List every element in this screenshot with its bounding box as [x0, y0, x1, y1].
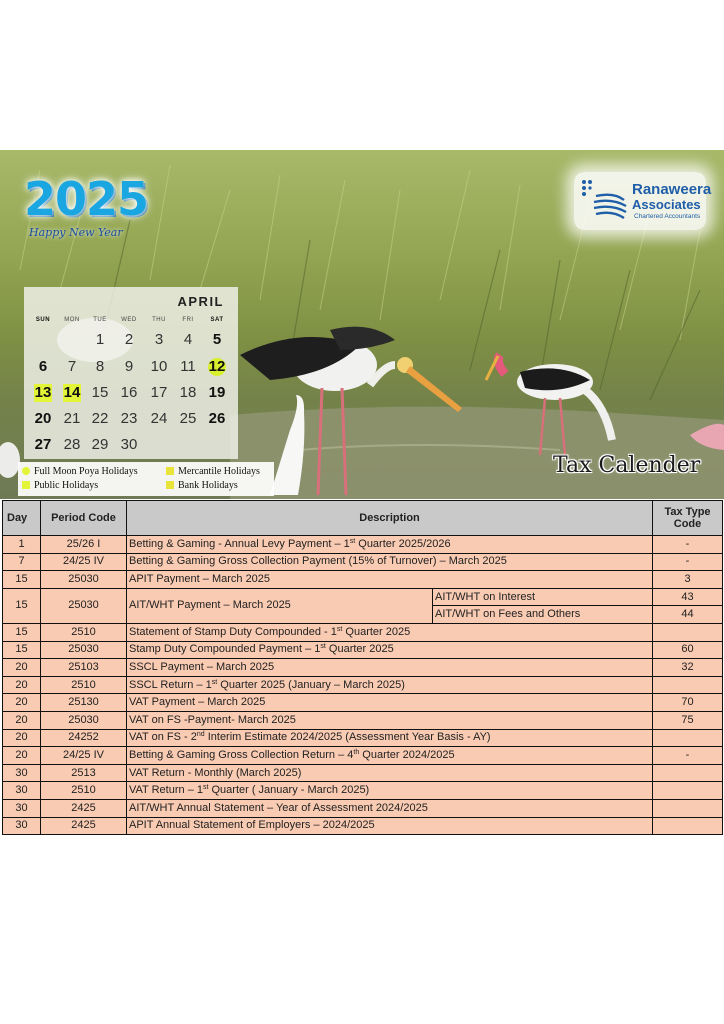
tax-type-code-cell: [653, 782, 723, 800]
legend-bank: [166, 480, 238, 492]
day-cell: 30: [3, 799, 41, 817]
tax-type-code-cell: 32: [653, 659, 723, 677]
tax-type-code-cell: [653, 799, 723, 817]
period-code-cell: 2513: [41, 764, 127, 782]
weekday-label: SUN: [35, 317, 51, 323]
day-cell: 1: [3, 536, 41, 554]
legend-poya-label: Full Moon Poya Holidays: [34, 466, 138, 477]
calendar-day: 30: [120, 436, 138, 453]
description-cell: VAT Return – 1st Quarter ( January - March 2025): [127, 782, 653, 800]
period-code-cell: 2510: [41, 782, 127, 800]
calendar-month: APRIL: [177, 294, 224, 309]
tax-type-code-cell: -: [653, 553, 723, 571]
sub-description-cell: AIT/WHT on Fees and Others: [433, 606, 653, 624]
calendar-day: 9: [124, 358, 134, 375]
weekday-label: MON: [64, 317, 80, 323]
calendar-day: 27: [34, 436, 52, 453]
tax-type-code-cell: [653, 623, 723, 641]
calendar-day: 15: [91, 384, 109, 401]
firm-name-line1: Ranaweera: [632, 181, 712, 198]
period-code-cell: 2425: [41, 799, 127, 817]
day-cell: 20: [3, 729, 41, 747]
period-code-cell: 2510: [41, 623, 127, 641]
table-row: [3, 553, 723, 571]
calendar-day: 19: [208, 384, 226, 401]
col-header-description: Description: [127, 501, 653, 536]
table-row: [3, 729, 723, 747]
period-code-cell: 24252: [41, 729, 127, 747]
day-cell: 15: [3, 623, 41, 641]
table-row: [3, 782, 723, 800]
weekday-label: THU: [152, 317, 166, 323]
tax-type-code-cell: [653, 676, 723, 694]
calendar-day: 13: [28, 382, 58, 404]
day-cell: 20: [3, 676, 41, 694]
day-cell: 15: [3, 571, 41, 589]
description-cell: VAT on FS - 2nd Interim Estimate 2024/2025 (Assessment Year Basis - AY): [127, 729, 653, 747]
description-cell: APIT Annual Statement of Employers – 2024/2025: [127, 817, 653, 835]
period-code-cell: 25030: [41, 571, 127, 589]
period-code-cell: 25030: [41, 641, 127, 659]
weekday-label: WED: [121, 317, 137, 323]
calendar-day: 28: [63, 436, 81, 453]
calendar-day: 6: [38, 358, 48, 375]
tax-type-code-cell: 44: [653, 606, 723, 624]
period-code-cell: 2425: [41, 817, 127, 835]
description-cell: VAT Payment – March 2025: [127, 694, 653, 712]
period-code-cell: 25030: [41, 588, 127, 623]
year-text: 2025: [24, 172, 149, 226]
calendar-day: 26: [208, 410, 226, 427]
day-cell: 15: [3, 641, 41, 659]
description-cell: SSCL Payment – March 2025: [127, 659, 653, 677]
calendar-day: 2: [124, 331, 134, 348]
calendar-weekdays: [24, 317, 238, 327]
table-row: [3, 623, 723, 641]
calendar-day: 7: [67, 358, 77, 375]
table-header-row: [3, 501, 723, 536]
year-logo: [14, 172, 149, 252]
period-code-cell: 24/25 IV: [41, 747, 127, 765]
calendar-day: 23: [120, 410, 138, 427]
poya-marker-icon: [22, 467, 30, 475]
public-marker-icon: [22, 481, 30, 489]
description-cell: VAT Return - Monthly (March 2025): [127, 764, 653, 782]
description-cell: SSCL Return – 1st Quarter 2025 (January – March 2025): [127, 676, 653, 694]
table-row: [3, 694, 723, 712]
period-code-cell: 25/26 I: [41, 536, 127, 554]
calendar-day: 5: [212, 331, 222, 348]
tax-type-code-cell: 3: [653, 571, 723, 589]
description-cell: VAT on FS -Payment- March 2025: [127, 711, 653, 729]
legend-public-label: Public Holidays: [34, 480, 99, 491]
calendar-day: 16: [120, 384, 138, 401]
table-row: [3, 747, 723, 765]
description-cell: Betting & Gaming - Annual Levy Payment – 1st Quarter 2025/2026: [127, 536, 653, 554]
day-cell: 15: [3, 588, 41, 623]
firm-name-line2: Associates: [632, 197, 701, 212]
table-row: [3, 711, 723, 729]
calendar-day: 25: [179, 410, 197, 427]
calendar-day: 1: [95, 331, 105, 348]
table-row: [3, 571, 723, 589]
table-row: [3, 817, 723, 835]
tax-type-code-cell: [653, 764, 723, 782]
day-cell: 30: [3, 817, 41, 835]
col-header-day: Day: [3, 501, 41, 536]
description-cell: Statement of Stamp Duty Compounded - 1st Quarter 2025: [127, 623, 653, 641]
tax-type-code-cell: 60: [653, 641, 723, 659]
bank-marker-icon: [166, 481, 174, 489]
day-cell: 30: [3, 764, 41, 782]
tax-type-code-cell: 70: [653, 694, 723, 712]
calendar-day: 21: [63, 410, 81, 427]
table-row: [3, 676, 723, 694]
table-row: [3, 588, 723, 606]
day-cell: 20: [3, 711, 41, 729]
period-code-cell: 25103: [41, 659, 127, 677]
day-cell: 20: [3, 747, 41, 765]
calendar-day: 17: [150, 384, 168, 401]
firm-logo-icon: [580, 178, 630, 224]
calendar-day: 8: [95, 358, 105, 375]
table-row: [3, 659, 723, 677]
tax-type-code-cell: [653, 817, 723, 835]
calendar-day: 10: [150, 358, 168, 375]
tax-type-code-cell: [653, 729, 723, 747]
weekday-label: FRI: [182, 317, 194, 323]
description-cell: Betting & Gaming Gross Collection Payment (15% of Turnover) – March 2025: [127, 553, 653, 571]
calendar-day: 20: [34, 410, 52, 427]
col-header-taxtype: Tax Type Code: [653, 501, 723, 536]
page-title: Tax Calender: [553, 453, 701, 478]
period-code-cell: 25130: [41, 694, 127, 712]
calendar-day: 24: [150, 410, 168, 427]
mercantile-marker-icon: [166, 467, 174, 475]
calendar-grid: [24, 329, 238, 455]
table-row: [3, 764, 723, 782]
legend-mercantile-label: Mercantile Holidays: [178, 466, 260, 477]
tax-type-code-cell: 75: [653, 711, 723, 729]
day-cell: 20: [3, 694, 41, 712]
table-row: [3, 536, 723, 554]
tax-calendar-table: [2, 500, 723, 835]
legend-public: [22, 480, 98, 492]
tax-type-code-cell: 43: [653, 588, 723, 606]
tax-type-code-cell: -: [653, 747, 723, 765]
period-code-cell: 2510: [41, 676, 127, 694]
day-cell: 30: [3, 782, 41, 800]
header-banner: [0, 150, 724, 499]
description-cell: APIT Payment – March 2025: [127, 571, 653, 589]
calendar-day: 18: [179, 384, 197, 401]
weekday-label: TUE: [93, 317, 107, 323]
sub-description-cell: AIT/WHT on Interest: [433, 588, 653, 606]
legend-poya: [22, 466, 138, 478]
description-cell: AIT/WHT Payment – March 2025: [127, 588, 433, 623]
table-row: [3, 641, 723, 659]
calendar-day: 11: [180, 358, 196, 375]
table-row: [3, 799, 723, 817]
description-cell: AIT/WHT Annual Statement – Year of Assessment 2024/2025: [127, 799, 653, 817]
tax-type-code-cell: -: [653, 536, 723, 554]
calendar-day: 22: [91, 410, 109, 427]
greeting-text: Happy New Year: [29, 226, 123, 239]
calendar-day: 29: [91, 436, 109, 453]
holiday-legend: [18, 462, 274, 496]
firm-logo: [574, 172, 712, 230]
legend-bank-label: Bank Holidays: [178, 480, 238, 491]
day-cell: 7: [3, 553, 41, 571]
period-code-cell: 25030: [41, 711, 127, 729]
april-calendar: [24, 287, 238, 459]
weekday-label: SAT: [210, 317, 224, 323]
description-cell: Stamp Duty Compounded Payment – 1st Quarter 2025: [127, 641, 653, 659]
period-code-cell: 24/25 IV: [41, 553, 127, 571]
description-cell: Betting & Gaming Gross Collection Return – 4th Quarter 2024/2025: [127, 747, 653, 765]
calendar-day: 12: [202, 356, 232, 378]
calendar-day: 14: [57, 382, 87, 404]
calendar-day: 4: [183, 331, 193, 348]
legend-mercantile: [166, 466, 260, 478]
calendar-day: 3: [154, 331, 164, 348]
col-header-period: Period Code: [41, 501, 127, 536]
day-cell: 20: [3, 659, 41, 677]
firm-name-line3: Chartered Accountants: [634, 213, 701, 220]
